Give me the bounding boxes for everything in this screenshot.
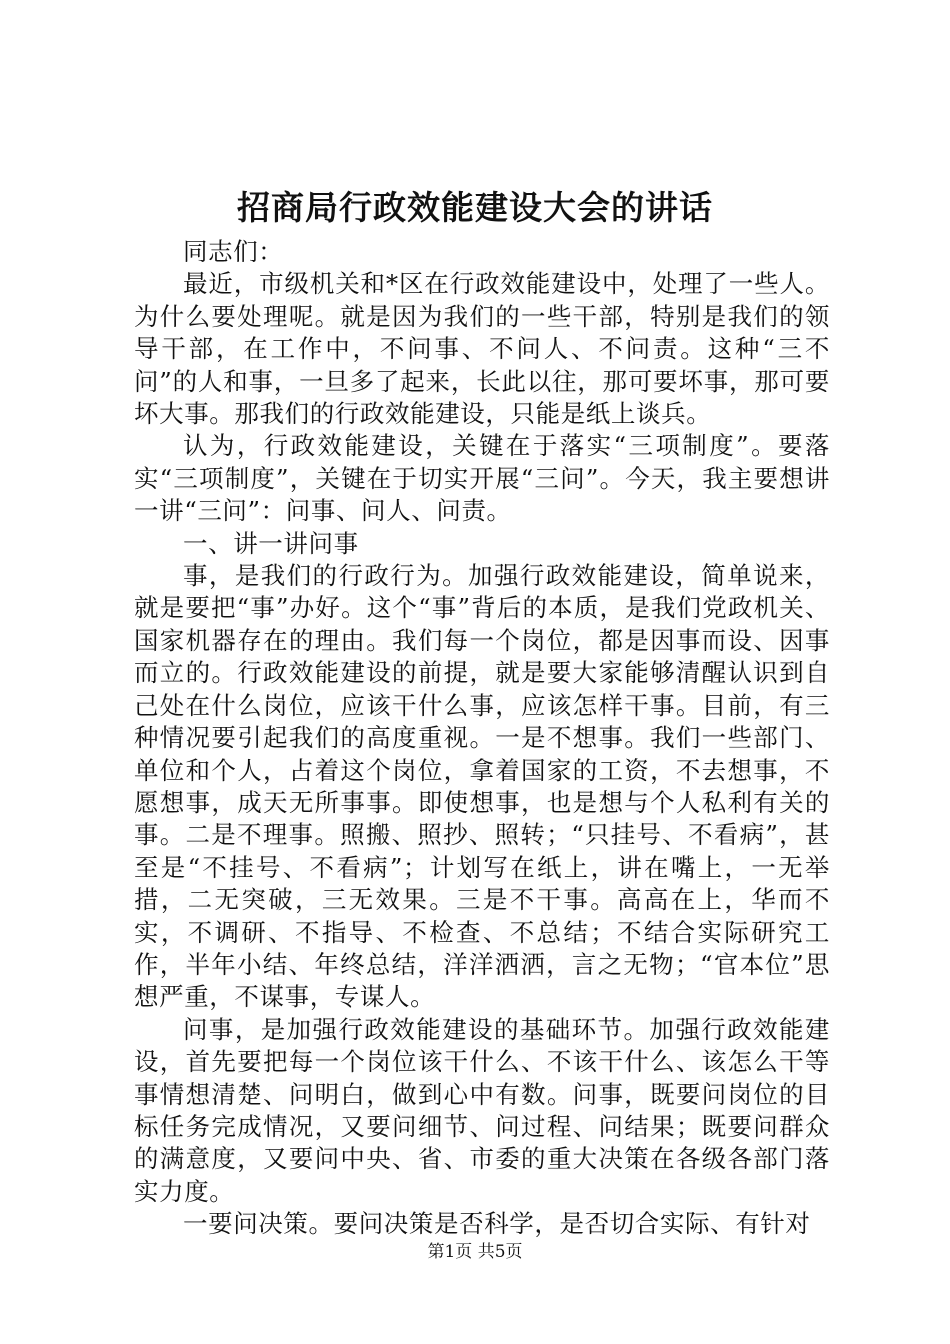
paragraph-intro: 最近，市级机关和*区在行政效能建设中，处理了一些人。为什么要处理呢。就是因为我们的一些干部，特别是我们的领导干部，在工作中，不问事、不问人、不问责。这种“三不问”的人和事，一旦多了起来，长此以往，那可要坏事，那可要坏大事。那我们的行政效能建设，只能是纸上谈兵。 [134, 269, 830, 429]
paragraph-ask-decisions: 一要问决策。要问决策是否科学，是否切合实际、有针对 [183, 1209, 811, 1239]
paragraph-affairs: 事，是我们的行政行为。加强行政效能建设，简单说来，就是要把“事”办好。这个“事”背后的本质，是我们党政机关、国家机器存在的理由。我们每一个岗位，都是因事而设、因事而立的。行政效能建设的前提，就是要大家能够清醒认识到自己处在什么岗位，应该干什么事，应该怎样干事。目前，有三种情况要引起我们的高度重视。一是不想事。我们一些部门、单位和个人，占着这个岗位，拿着国家的工资，不去想事，不愿想事，成天无所事事。即使想事，也是想与个人私利有关的事。二是不理事。照搬、照抄、照转；“只挂号、不看病”，甚至是“不挂号、不看病”；计划写在纸上，讲在嘴上，一无举措，二无突破，三无效果。三是不干事。高高在上，华而不实，不调研、不指导、不检查、不总结；不结合实际研究工作，半年小结、年终总结，洋洋洒洒，言之无物；“官本位”思想严重，不谋事，专谋人。 [134, 561, 830, 1012]
document-body [134, 236, 830, 1241]
section-heading-ask-about-affairs: 一、讲一讲问事 [183, 528, 359, 558]
paragraph-salutation: 同志们： [183, 237, 284, 266]
document-title: 招商局行政效能建设大会的讲话 [237, 188, 713, 227]
paragraph-three-questions: 认为，行政效能建设，关键在于落实“三项制度”。要落实“三项制度”，关键在于切实开展“三问”。今天，我主要想讲一讲“三问”：问事、问人、问责。 [134, 431, 830, 526]
page-footer: 第1页 共5页 [427, 1242, 523, 1262]
paragraph-ask-affairs: 问事，是加强行政效能建设的基础环节。加强行政效能建设，首先要把每一个岗位该干什么、不该干什么、该怎么干等事情想清楚、问明白，做到心中有数。问事，既要问岗位的目标任务完成情况，又要问细节、问过程、问结果；既要问群众的满意度，又要问中央、省、市委的重大决策在各级各部门落实力度。 [134, 1014, 830, 1206]
